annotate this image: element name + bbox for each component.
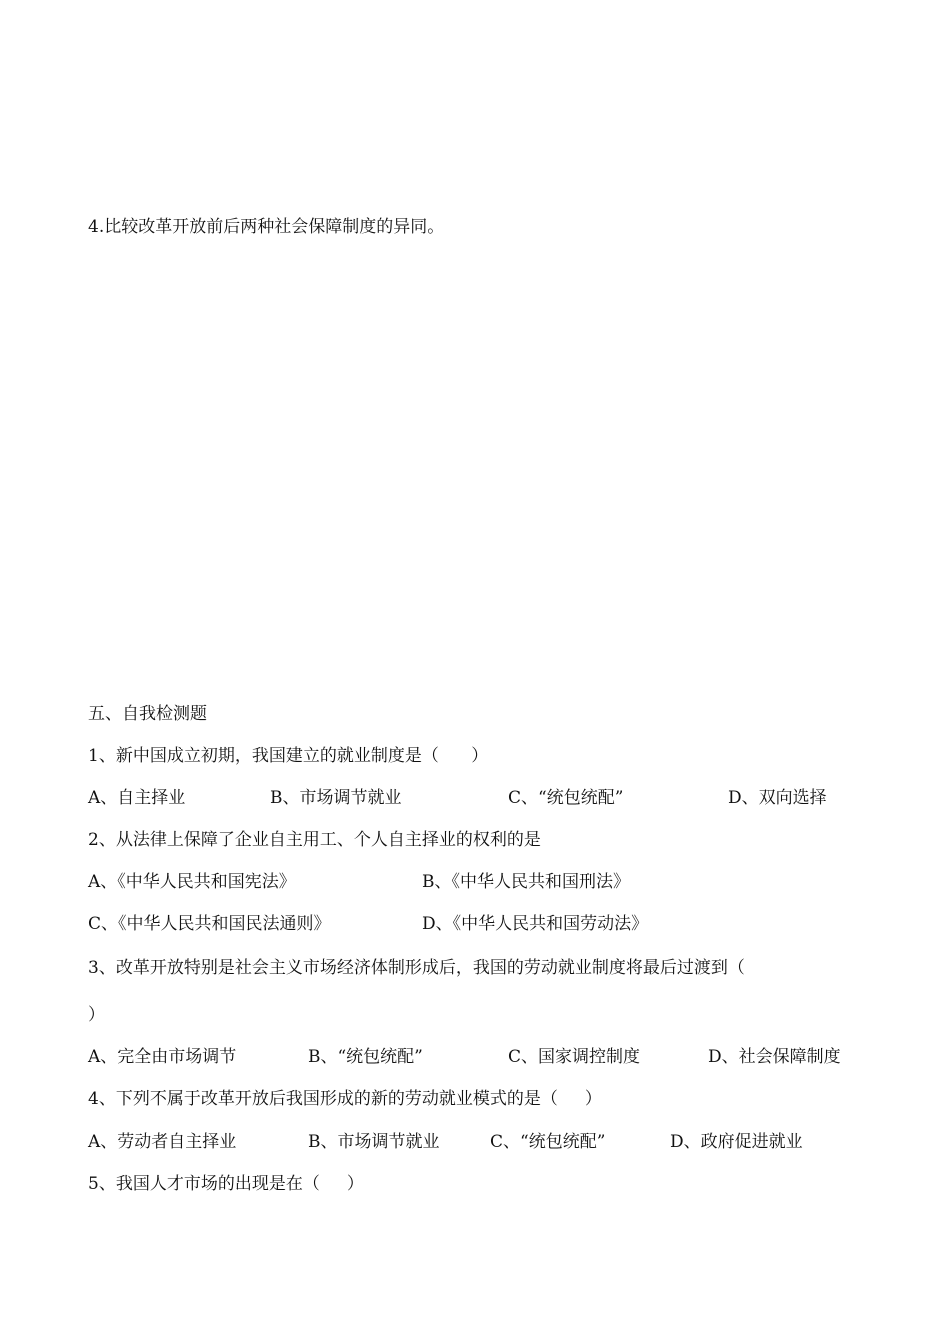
- essay-question-4: 4.比较改革开放前后两种社会保障制度的异同。: [88, 217, 445, 237]
- question-2-option-d: D、《中华人民共和国劳动法》: [422, 914, 649, 934]
- section-title: 五、自我检测题: [88, 704, 207, 724]
- question-2-stem: 2、从法律上保障了企业自主用工、个人自主择业的权利的是: [88, 830, 541, 850]
- question-1-option-b: B、市场调节就业: [270, 788, 402, 808]
- question-4-option-a: A、劳动者自主择业: [88, 1132, 237, 1152]
- question-3-stem: 3、改革开放特别是社会主义市场经济体制形成后，我国的劳动就业制度将最后过渡到（: [88, 958, 745, 978]
- question-2-option-c: C、《中华人民共和国民法通则》: [88, 914, 331, 934]
- question-3-stem-continued: ）: [88, 1005, 105, 1025]
- question-1-option-a: A、自主择业: [88, 788, 186, 808]
- question-3-option-c: C、国家调控制度: [508, 1047, 641, 1067]
- question-5-stem: 5、我国人才市场的出现是在（ ）: [88, 1174, 364, 1194]
- question-3-option-b: B、“统包统配”: [308, 1047, 423, 1067]
- question-4-stem: 4、下列不属于改革开放后我国形成的新的劳动就业模式的是（ ）: [88, 1089, 602, 1109]
- question-2-option-a: A、《中华人民共和国宪法》: [88, 872, 296, 892]
- question-2-option-b: B、《中华人民共和国刑法》: [422, 872, 630, 892]
- question-3-option-a: A、完全由市场调节: [88, 1047, 237, 1067]
- question-1-stem: 1、新中国成立初期，我国建立的就业制度是（ ）: [88, 746, 489, 766]
- question-4-option-d: D、政府促进就业: [670, 1132, 803, 1152]
- question-4-option-c: C、“统包统配”: [490, 1132, 606, 1152]
- question-4-option-b: B、市场调节就业: [308, 1132, 440, 1152]
- question-3-option-d: D、社会保障制度: [708, 1047, 841, 1067]
- question-1-option-c: C、“统包统配”: [508, 788, 624, 808]
- question-1-option-d: D、双向选择: [728, 788, 827, 808]
